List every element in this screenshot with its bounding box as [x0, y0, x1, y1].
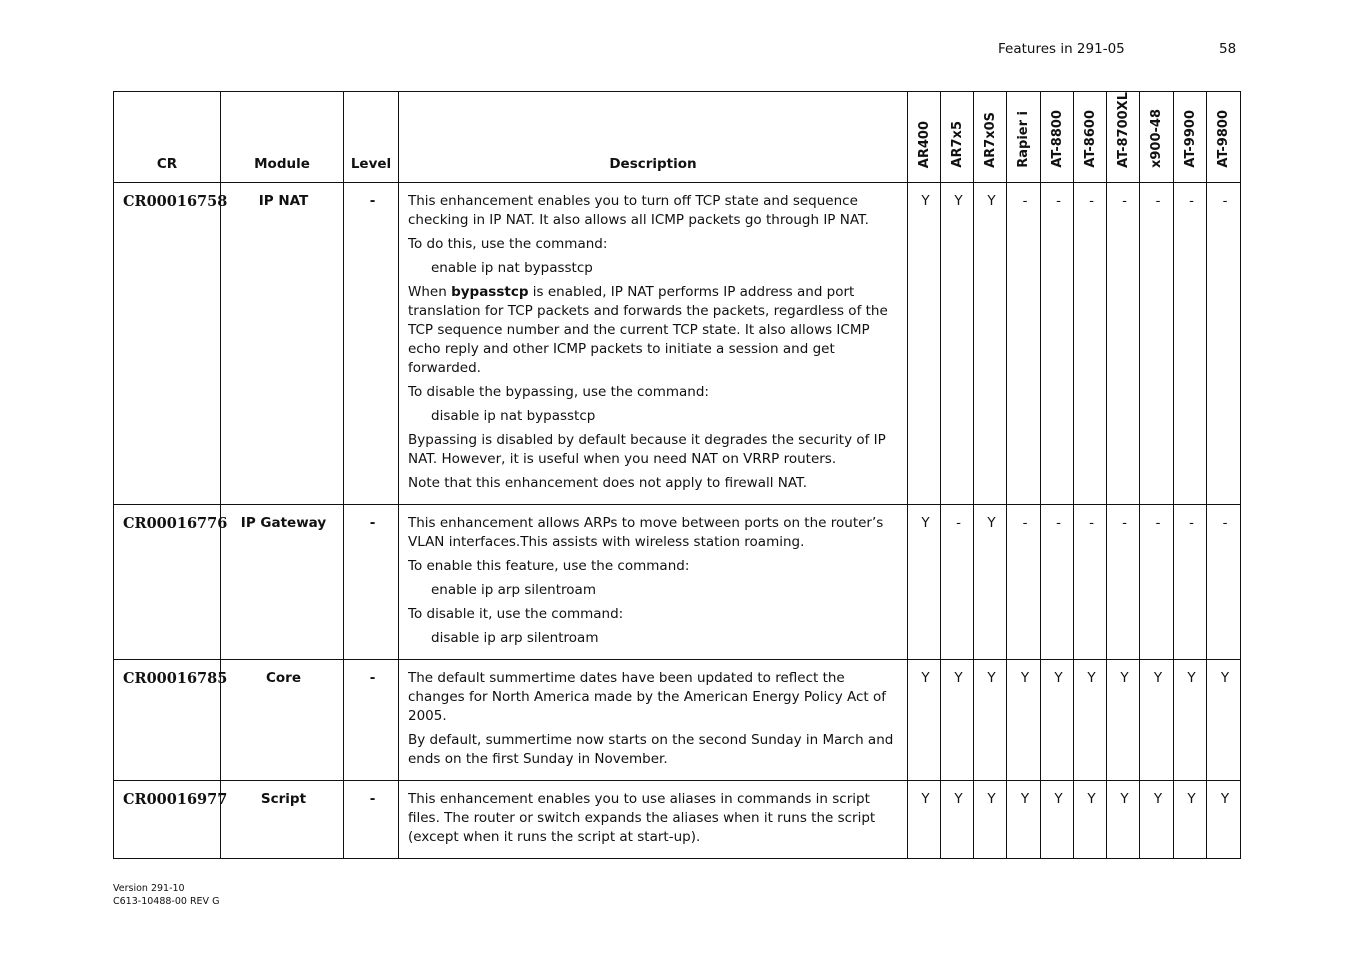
table-row — [114, 504, 1241, 659]
module-name: IP NAT — [221, 182, 344, 504]
platform-label: AT-9900 — [1182, 110, 1198, 168]
support-cell: Y — [1140, 659, 1174, 780]
support-cell: Y — [1074, 780, 1107, 858]
description-paragraph: Note that this enhancement does not apply to firewall NAT. — [408, 474, 807, 491]
description-cell — [399, 659, 908, 780]
support-cell: Y — [908, 659, 941, 780]
support-cell: Y — [1174, 780, 1207, 858]
column-header-platform — [1140, 92, 1174, 183]
bold-keyword: bypasstcp — [451, 283, 529, 300]
support-cell: - — [1174, 504, 1207, 659]
column-header-platform — [908, 92, 941, 183]
support-cell: Y — [974, 659, 1007, 780]
support-cell: - — [1041, 182, 1074, 504]
description-paragraph: To enable this feature, use the command: — [408, 557, 690, 574]
support-cell: Y — [1140, 780, 1174, 858]
column-header-platform — [941, 92, 974, 183]
support-cell: Y — [974, 780, 1007, 858]
description-paragraph: By default, summertime now starts on the second Sunday in March and ends on the first Sunday in November. — [408, 731, 894, 767]
platform-label: AR400 — [916, 120, 932, 168]
support-cell: Y — [974, 504, 1007, 659]
platform-label: AT-8600 — [1082, 110, 1098, 168]
cr-number: CR00016977 — [114, 780, 221, 858]
description-cell — [399, 504, 908, 659]
support-cell: Y — [941, 780, 974, 858]
support-cell: Y — [1074, 659, 1107, 780]
module-name: Core — [221, 659, 344, 780]
page-footer — [113, 882, 219, 908]
support-cell: Y — [974, 182, 1007, 504]
support-cell: Y — [941, 182, 974, 504]
support-cell: Y — [941, 659, 974, 780]
support-cell: Y — [1107, 659, 1140, 780]
module-name: IP Gateway — [221, 504, 344, 659]
cr-number: CR00016758 — [114, 182, 221, 504]
platform-label: AT-8800 — [1049, 110, 1065, 168]
description-paragraph: To disable it, use the command: — [408, 605, 624, 622]
page-number: 58 — [1219, 41, 1237, 57]
support-cell: Y — [908, 780, 941, 858]
platform-label: AT-8700XL — [1115, 92, 1131, 168]
support-cell: - — [1140, 504, 1174, 659]
support-cell: Y — [1007, 659, 1041, 780]
description-paragraph: This enhancement allows ARPs to move between ports on the router’s VLAN interfaces.This assists with wireless station roaming. — [408, 514, 884, 550]
column-header-cr: CR — [114, 92, 221, 183]
support-cell: - — [1074, 504, 1107, 659]
column-header-platform — [1174, 92, 1207, 183]
support-cell: - — [1007, 182, 1041, 504]
column-header-platform — [1107, 92, 1140, 183]
support-cell: - — [1207, 504, 1241, 659]
description-paragraph: Bypassing is disabled by default because it degrades the security of IP NAT. However, it is useful when you need NAT on VRRP routers. — [408, 431, 886, 467]
description-paragraph: This enhancement enables you to turn off TCP state and sequence checking in IP NAT. It also allows all ICMP packets go through IP NAT. — [408, 192, 869, 228]
table-row — [114, 659, 1241, 780]
support-cell: Y — [1041, 780, 1074, 858]
support-cell: Y — [1207, 780, 1241, 858]
support-cell: Y — [908, 182, 941, 504]
version-text: Version 291-10 — [113, 883, 185, 894]
command-text: enable ip arp silentroam — [431, 581, 596, 598]
command-text: disable ip arp silentroam — [431, 629, 599, 646]
support-cell: Y — [908, 504, 941, 659]
table-row — [114, 182, 1241, 504]
support-cell: - — [1074, 182, 1107, 504]
support-cell: - — [1007, 504, 1041, 659]
description-paragraph: This enhancement enables you to use aliases in commands in script files. The router or switch expands the aliases when it runs the script (except when it runs the script at start-up). — [408, 790, 876, 845]
support-cell: Y — [1041, 659, 1074, 780]
section-title: Features in 291-05 — [998, 41, 1125, 57]
level-value: - — [344, 780, 399, 858]
table-header-row — [114, 92, 1241, 183]
description-paragraph: To disable the bypassing, use the command: — [408, 383, 709, 400]
text-run: When — [408, 283, 452, 300]
table-row — [114, 780, 1241, 858]
support-cell: Y — [1107, 780, 1140, 858]
document-code: C613-10488-00 REV G — [113, 896, 220, 907]
support-cell: - — [1140, 182, 1174, 504]
column-header-module: Module — [221, 92, 344, 183]
platform-label: AT-9800 — [1216, 110, 1231, 168]
platform-label: AR7x0S — [982, 111, 998, 168]
module-name: Script — [221, 780, 344, 858]
column-header-level: Level — [344, 92, 399, 183]
column-header-platform — [1074, 92, 1107, 183]
support-cell: - — [1107, 182, 1140, 504]
cr-number: CR00016785 — [114, 659, 221, 780]
column-header-platform — [1041, 92, 1074, 183]
command-text: disable ip nat bypasstcp — [431, 407, 596, 424]
support-cell: Y — [1207, 659, 1241, 780]
support-cell: - — [1041, 504, 1074, 659]
cr-number: CR00016776 — [114, 504, 221, 659]
support-cell: - — [1207, 182, 1241, 504]
page-header — [0, 41, 1350, 61]
column-header-description: Description — [399, 92, 908, 183]
support-cell: Y — [1174, 659, 1207, 780]
text-run: is enabled, IP NAT performs IP address and port translation for TCP packets and forwards the packets, regardless of the TCP sequence number and the current TCP state. It also allows ICMP echo reply and other ICMP packets to initiate a session and get forwarded. — [408, 283, 888, 376]
features-table — [113, 91, 1241, 859]
description-paragraph: The default summertime dates have been updated to reflect the changes for North America made by the American Energy Policy Act of 2005. — [408, 669, 887, 724]
description-cell — [399, 182, 908, 504]
column-header-platform — [974, 92, 1007, 183]
platform-label: x900-48 — [1149, 108, 1164, 168]
platform-label: AR7x5 — [949, 121, 965, 168]
support-cell: - — [941, 504, 974, 659]
column-header-platform — [1207, 92, 1241, 183]
command-text: enable ip nat bypasstcp — [431, 259, 593, 276]
description-paragraph — [408, 283, 901, 378]
column-header-platform — [1007, 92, 1041, 183]
description-paragraph: To do this, use the command: — [408, 235, 608, 252]
support-cell: - — [1107, 504, 1140, 659]
support-cell: - — [1174, 182, 1207, 504]
level-value: - — [344, 504, 399, 659]
description-cell — [399, 780, 908, 858]
level-value: - — [344, 659, 399, 780]
level-value: - — [344, 182, 399, 504]
support-cell: Y — [1007, 780, 1041, 858]
platform-label: Rapier i — [1016, 111, 1031, 168]
